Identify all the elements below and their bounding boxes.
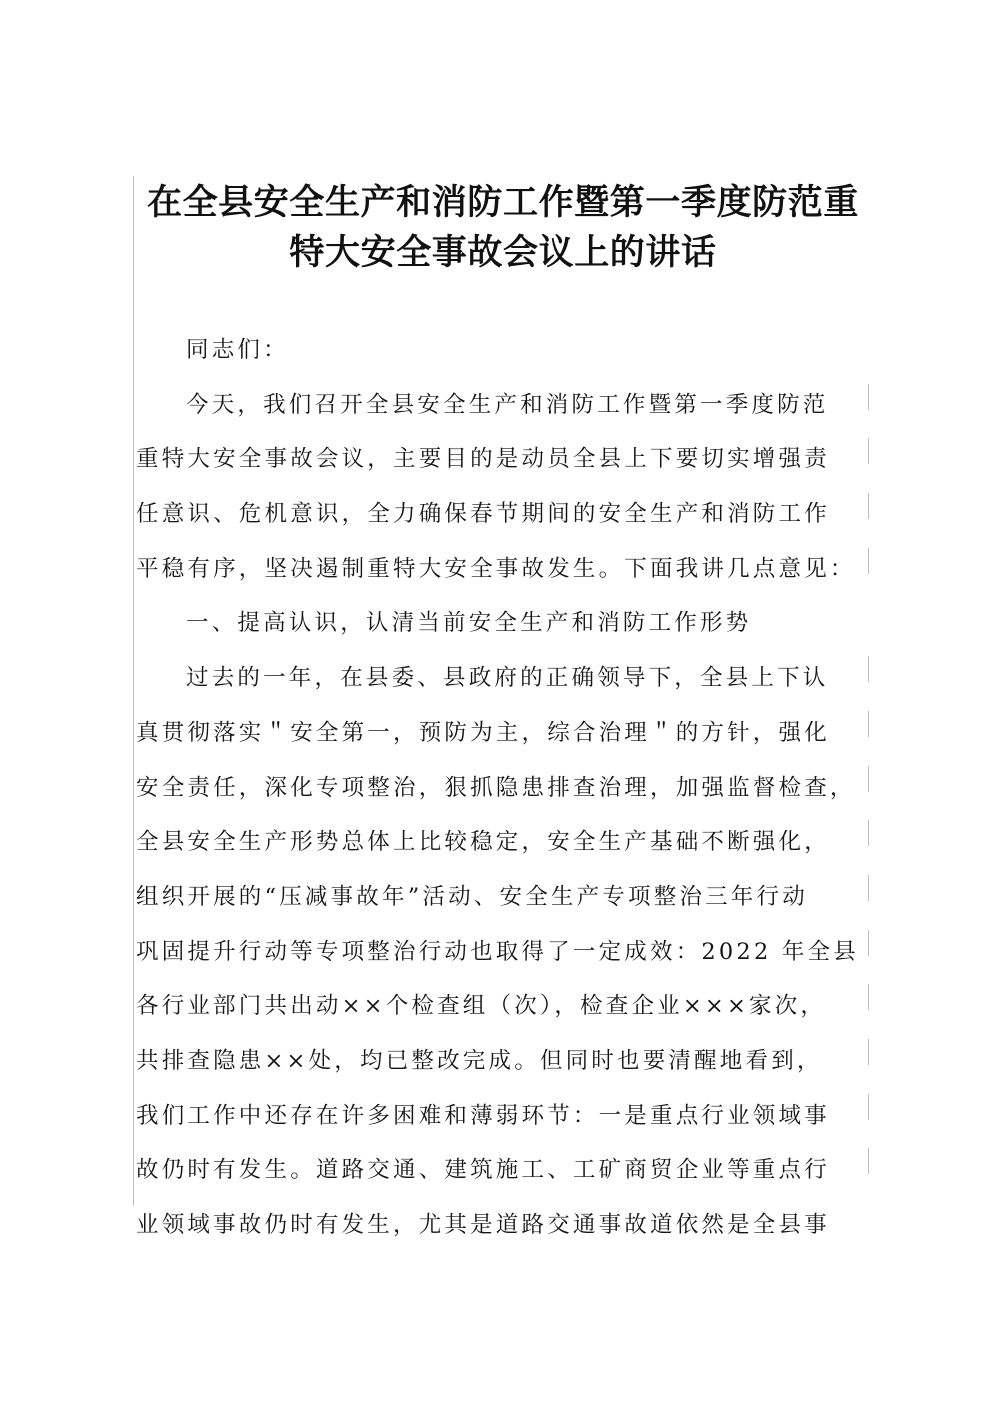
text-line: 组织开展的“压减事故年”活动、安全生产专项整治三年行动 xyxy=(136,883,808,910)
document-body xyxy=(136,323,876,1253)
title-line: 特大安全事故会议上的讲话 xyxy=(289,233,717,273)
text-line: 安全责任，深化专项整治，狠抓隐患排查治理，加强监督检查， xyxy=(136,774,856,801)
title-line: 在全县安全生产和消防工作暨第一季度防范重 xyxy=(146,183,859,223)
text-line: 共排查隐患××处，均已整改完成。但同时也要清醒地看到， xyxy=(136,1047,823,1074)
section-heading xyxy=(136,596,876,651)
text-line: 任意识、危机意识，全力确保春节期间的安全生产和消防工作 xyxy=(136,501,830,528)
left-margin-guide xyxy=(133,176,134,1206)
text-line: 真贯彻落实＂安全第一，预防为主，综合治理＂的方针，强化 xyxy=(136,719,830,746)
salutation xyxy=(136,323,876,378)
text-line: 今天，我们召开全县安全生产和消防工作暨第一季度防范 xyxy=(186,391,829,418)
text-line: 平稳有序，坚决遏制重特大安全事故发生。下面我讲几点意见： xyxy=(136,555,856,582)
section-heading-text: 一、提高认识，认清当前安全生产和消防工作形势 xyxy=(186,610,752,637)
text-line: 重特大安全事故会议，主要目的是动员全县上下要切实增强责 xyxy=(136,446,830,473)
text-line: 我们工作中还存在许多困难和薄弱环节：一是重点行业领域事 xyxy=(136,1102,830,1129)
section-paragraph xyxy=(136,651,876,1253)
text-line: 过去的一年，在县委、县政府的正确领导下，全县上下认 xyxy=(186,665,829,692)
text-line: 业领域事故仍时有发生，尤其是道路交通事故道依然是全县事 xyxy=(136,1212,830,1238)
text-line: 故仍时有发生。道路交通、建筑施工、工矿商贸企业等重点行 xyxy=(136,1157,830,1184)
document-title xyxy=(133,178,873,278)
text-line: 全县安全生产形势总体上比较稳定，安全生产基础不断强化， xyxy=(136,829,830,856)
intro-paragraph xyxy=(136,378,876,597)
text-line: 巩固提升行动等专项整治行动也取得了一定成效：2022 年全县 xyxy=(136,938,859,965)
text-line: 各行业部门共出动××个检查组（次），检查企业×××家次， xyxy=(136,993,827,1020)
salutation-text: 同志们： xyxy=(186,337,289,363)
